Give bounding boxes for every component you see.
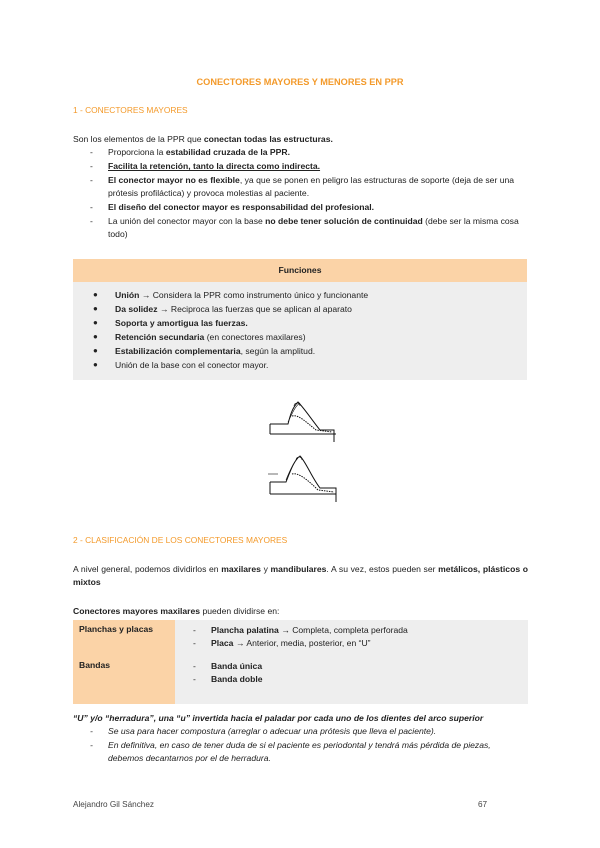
list-item: - Banda doble <box>193 674 263 684</box>
list-item: ● Da solidez → Reciproca las fuerzas que se aplican al aparato <box>93 304 352 314</box>
list-item: - El conector mayor no es flexible, ya que se ponen en peligro las estructuras de soporte (deja de ser una prótesis profiláctica) y provoca molestias al paciente. <box>90 175 515 198</box>
list-item: ● Unión → Considera la PPR como instrumento único y funcionante <box>93 290 369 300</box>
table-row <box>73 620 528 656</box>
herradura-note: “U” y/o “herradura”, una “u” invertida hacia el paladar por cada uno de los dientes del arco superior <box>73 713 484 723</box>
section-1-heading: 1 - CONECTORES MAYORES <box>73 105 188 115</box>
list-item: - En definitiva, en caso de tener duda de si el paciente es periodontal y tendrá más pérdida de piezas, debemos decantarnos por el de herradura. <box>90 740 491 763</box>
section-1-bullet-list <box>90 146 528 242</box>
list-item: - Placa → Anterior, media, posterior, en “U” <box>193 638 371 648</box>
list-item: - Se usa para hacer compostura (arreglar o adecuar una prótesis que lleva el paciente). <box>90 726 437 736</box>
list-item: - Facilita la retención, tanto la directa como indirecta. <box>90 161 321 171</box>
funciones-list <box>73 282 527 380</box>
list-item: - Plancha palatina → Completa, completa perforada <box>193 625 408 635</box>
herradura-list <box>90 725 528 766</box>
list-item: ● Estabilización complementaria, según la amplitud. <box>93 346 316 356</box>
list-item: - El diseño del conector mayor es responsabilidad del profesional. <box>90 202 374 212</box>
table-row <box>73 656 528 704</box>
footer-page-number: 67 <box>478 800 488 809</box>
list-item: ● Soporta y amortigua las fuerzas. <box>93 318 248 328</box>
list-item: - La unión del conector mayor con la base no debe tener solución de continuidad (debe ser la misma cosa todo) <box>90 216 519 239</box>
funciones-box <box>73 259 527 380</box>
funciones-header: Funciones <box>73 259 527 282</box>
row-label: Planchas y placas <box>73 620 175 656</box>
row-content <box>175 656 528 704</box>
list-item: ● Retención secundaria (en conectores maxilares) <box>93 332 306 342</box>
section-2-heading: 2 - CLASIFICACIÓN DE LOS CONECTORES MAYORES <box>73 535 288 545</box>
row-label: Bandas <box>73 656 175 704</box>
section-1-intro: Son los elementos de la PPR que conectan todas las estructuras. <box>73 134 333 144</box>
footer-author: Alejandro Gil Sánchez <box>73 800 155 809</box>
list-item: ● Unión de la base con el conector mayor. <box>93 360 269 370</box>
list-item: - Proporciona la estabilidad cruzada de la PPR. <box>90 147 290 157</box>
list-item: - Banda única <box>193 661 263 671</box>
classification-table <box>73 620 528 704</box>
row-content <box>175 620 528 656</box>
document-title: CONECTORES MAYORES Y MENORES EN PPR <box>196 77 404 87</box>
section-2-paragraph: A nivel general, podemos dividirlos en maxilares y mandibulares. A su vez, estos pueden ser metálicos, plásticos o mixtos <box>73 564 528 587</box>
maxilares-intro: Conectores mayores maxilares pueden dividirse en: <box>73 606 280 616</box>
connector-diagram-figure <box>262 394 342 512</box>
